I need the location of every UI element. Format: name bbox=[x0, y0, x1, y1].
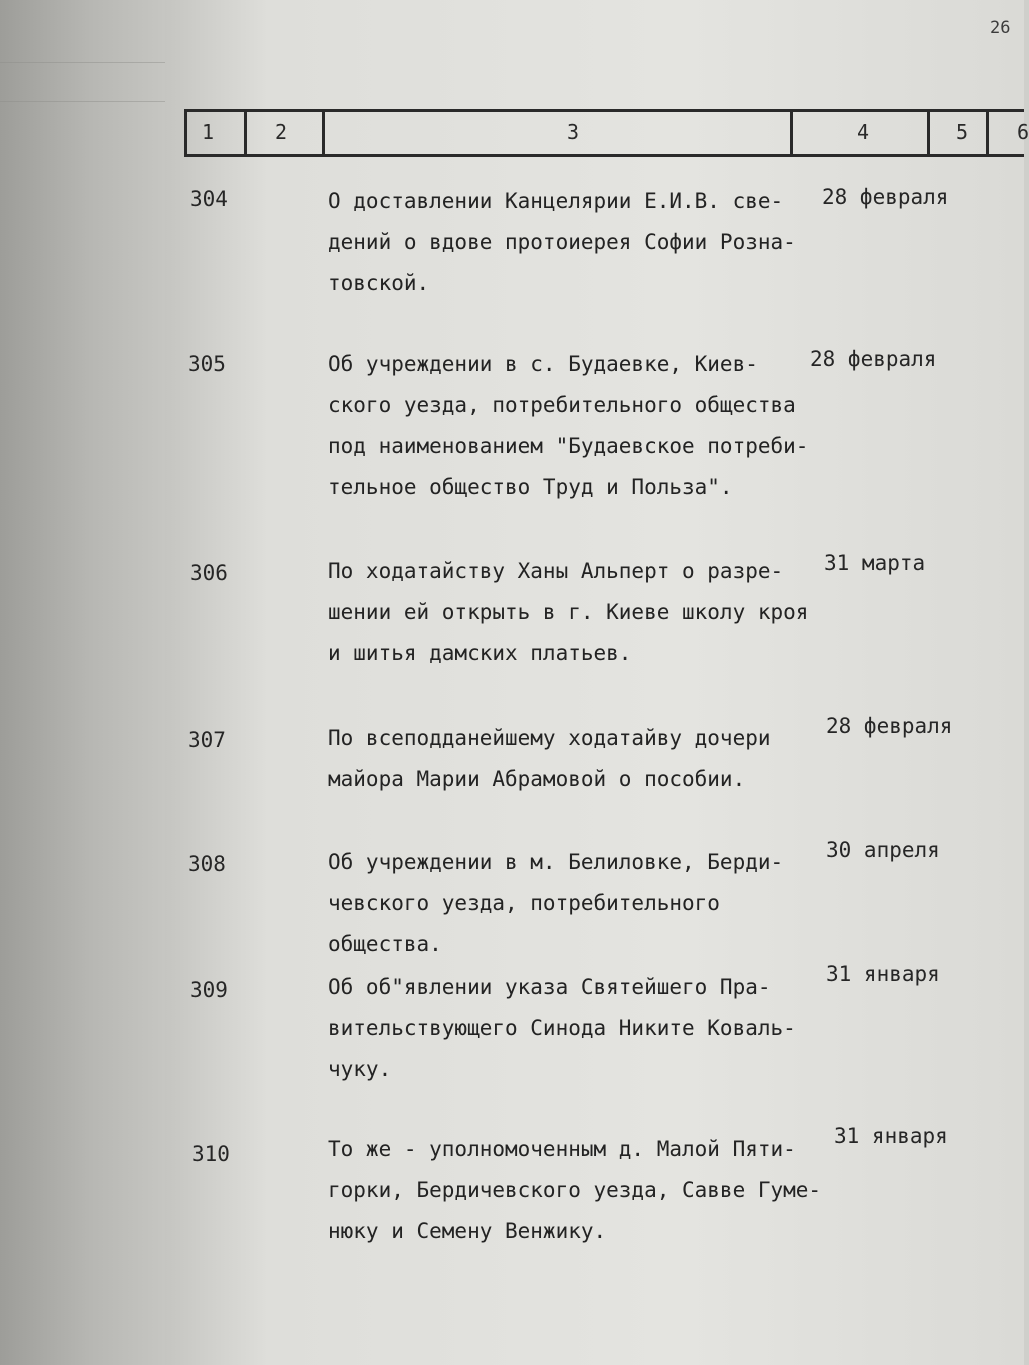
column-divider bbox=[986, 110, 989, 154]
column-label-4: 4 bbox=[857, 120, 870, 144]
record-number: 304 bbox=[190, 187, 228, 211]
record-number: 305 bbox=[188, 352, 226, 376]
column-divider bbox=[790, 110, 793, 154]
column-label-5: 5 bbox=[956, 120, 969, 144]
record-date: 28 февраля bbox=[826, 714, 953, 738]
record-number: 306 bbox=[190, 561, 228, 585]
previous-page-edge bbox=[0, 0, 165, 1365]
record-date: 31 марта bbox=[824, 551, 926, 575]
record-date: 31 января bbox=[826, 962, 940, 986]
record-description: О доставлении Канцелярии Е.И.В. све- дений о вдове протоиерея Софии Розна- товской. bbox=[328, 189, 796, 295]
record-description: Об учреждении в с. Будаевке, Киев- ского уезда, потребительного общества под наименованием "Будаевское потреби- тельное общество Труд и Польза". bbox=[328, 352, 809, 499]
column-divider bbox=[184, 110, 187, 154]
column-divider bbox=[244, 110, 247, 154]
column-label-3: 3 bbox=[567, 120, 580, 144]
record-description: По всеподданейшему ходатайву дочери майора Марии Абрамовой о пособии. bbox=[328, 726, 771, 791]
record-number: 308 bbox=[188, 852, 226, 876]
record-date: 30 апреля bbox=[826, 838, 940, 862]
column-label-2: 2 bbox=[275, 120, 288, 144]
record-number: 309 bbox=[190, 978, 228, 1002]
page-number: 26 bbox=[990, 18, 1011, 38]
column-divider bbox=[927, 110, 930, 154]
record-description: То же - уполномоченным д. Малой Пяти- горки, Бердичевского уезда, Савве Гуме- нюку и Семену Венжику. bbox=[328, 1137, 822, 1243]
record-description: Об учреждении в м. Белиловке, Берди- чевского уезда, потребительного общества. bbox=[328, 850, 784, 956]
column-header-table bbox=[184, 109, 1029, 157]
record-date: 28 февраля bbox=[810, 347, 937, 371]
column-divider bbox=[322, 110, 325, 154]
record-description: По ходатайству Ханы Альперт о разре- шении ей открыть в г. Киеве школу кроя и шитья дамских платьев. bbox=[328, 559, 809, 665]
previous-page-table-rule bbox=[0, 62, 165, 102]
column-label-1: 1 bbox=[202, 120, 215, 144]
record-number: 310 bbox=[192, 1142, 230, 1166]
record-date: 28 февраля bbox=[822, 185, 949, 209]
column-label-6: 6 bbox=[1017, 120, 1029, 144]
record-date: 31 января bbox=[834, 1124, 948, 1148]
record-description: Об об"явлении указа Святейшего Пра- вительствующего Синода Никите Коваль- чуку. bbox=[328, 975, 796, 1081]
record-number: 307 bbox=[188, 728, 226, 752]
